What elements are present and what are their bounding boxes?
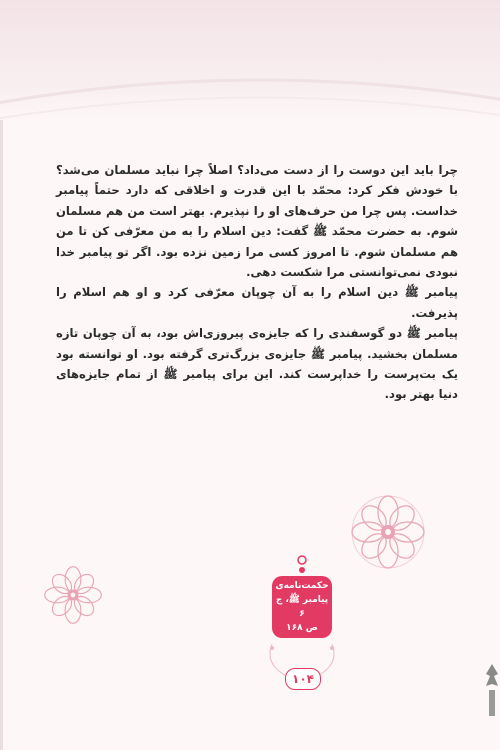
- publisher-logo-icon: [484, 660, 500, 720]
- reference-line-3: ص ۱۶۸: [286, 623, 318, 633]
- paragraph-2: پیامبر ﷺ دین اسلام را به آن چوپان معرّفی کرد و او هم اسلام را پذیرفت.: [56, 285, 458, 320]
- flower-icon: [40, 562, 106, 628]
- page-number: ۱۰۴: [285, 668, 321, 690]
- paragraph-1: چرا باید این دوست را از دست می‌داد؟ اصلاً چرا نباید مسلمان می‌شد؟ با خودش فکر کرد: محمّد با این قدرت و اخلاقی که دارد حتماً پیامبر خداست. پس چرا من حرف‌های او را نپذیرم. بهتر است من هم مسلمان شوم. به حضرت محمّد ﷺ گفت: دین اسلام را به من معرّفی کن تا من هم مسلمان شوم. تا امروز کسی مرا زمین نزده بود. اگر تو پیامبر خدا نبودی نمی‌توانستی مرا شکست دهی.: [56, 163, 458, 280]
- body-text: [56, 160, 458, 405]
- reference-line-2: پیامبر ﷺ، ج ۶: [275, 595, 329, 619]
- reference-line-1: حکمت‌نامه‌ی: [275, 581, 329, 591]
- flower-icon: [346, 490, 430, 574]
- reference-badge: [272, 576, 332, 638]
- paragraph-3: پیامبر ﷺ دو گوسفندی را که جایزه‌ی پیروزی‌اش بود، به آن چوپان تازه مسلمان بخشید. پیامبر ﷺ جایزه‌ی بزرگ‌تری گرفته بود. او توانسته بود یک بت‌پرست را خداپرست کند. این برای پیامبر ﷺ از تمام جایزه‌های دنیا بهتر بود.: [56, 326, 458, 402]
